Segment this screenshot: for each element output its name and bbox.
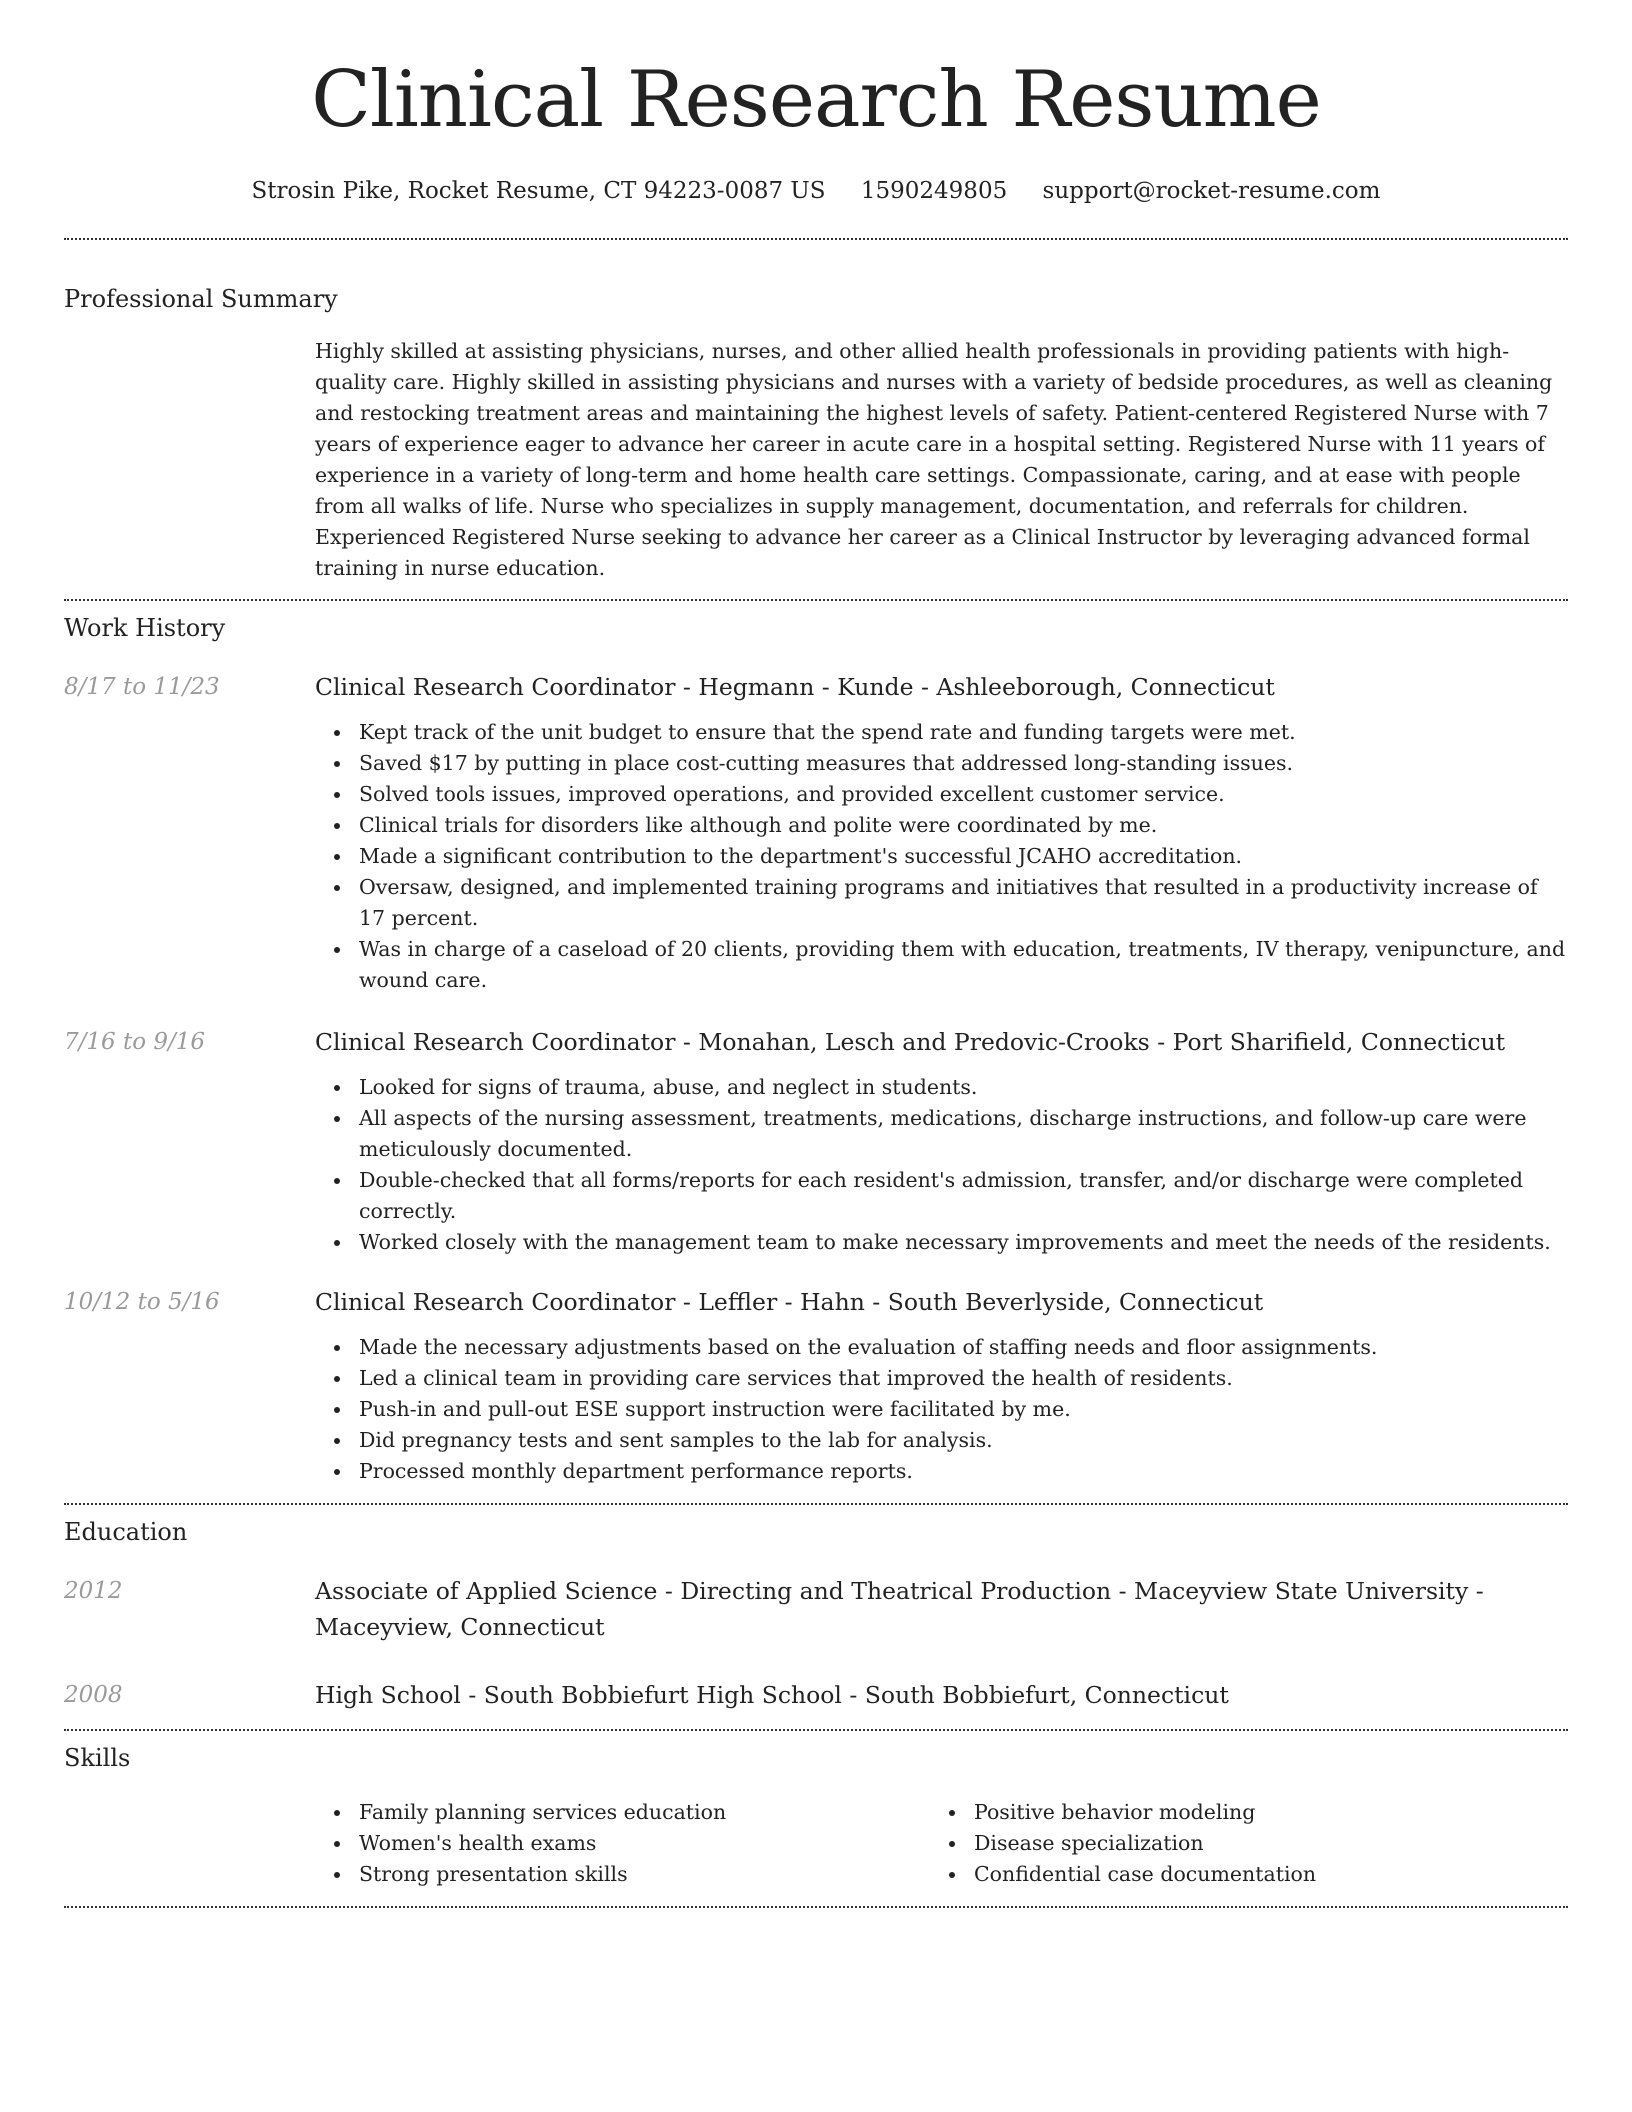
job-entry bbox=[64, 1284, 1568, 1487]
job-title: Clinical Research Coordinator - Monahan, Lesch and Predovic-Crooks - Port Sharifield, Connecticut bbox=[315, 1028, 1506, 1056]
skill-item: Strong presentation skills bbox=[359, 1859, 930, 1890]
skill-item: Family planning services education bbox=[359, 1797, 930, 1828]
job-duties-list bbox=[315, 1072, 1568, 1258]
resume-page bbox=[64, 0, 1568, 1908]
list-item: Saved $17 by putting in place cost-cutting measures that addressed long-standing issues. bbox=[359, 748, 1568, 779]
list-item: Clinical trials for disorders like although and polite were coordinated by me. bbox=[359, 810, 1568, 841]
list-item: Solved tools issues, improved operations, and provided excellent customer service. bbox=[359, 779, 1568, 810]
skills-heading: Skills bbox=[64, 1744, 131, 1772]
summary-text: Highly skilled at assisting physicians, nurses, and other allied health professionals in providing patients with high-quality care. Highly skilled in assisting physicians and nurses with a variety of bedside procedures, as well as cleaning and restocking treatment areas and maintaining the highest levels of safety. Patient-centered Registered Nurse with 7 years of experience eager to advance her career in acute care in a hospital setting. Registered Nurse with 11 years of experience in a variety of long-term and home health care settings. Compassionate, caring, and at ease with people from all walks of life. Nurse who specializes in supply management, documentation, and referrals for children. Experienced Registered Nurse seeking to advance her career as a Clinical Instructor by leveraging advanced formal training in nurse education. bbox=[315, 339, 1553, 580]
list-item: Led a clinical team in providing care services that improved the health of residents. bbox=[359, 1363, 1568, 1394]
list-item: All aspects of the nursing assessment, treatments, medications, discharge instructions, and follow-up care were meticulously documented. bbox=[359, 1103, 1568, 1165]
section-divider bbox=[64, 599, 1568, 601]
work-history-heading: Work History bbox=[64, 614, 226, 642]
job-dates: 8/17 to 11/23 bbox=[64, 674, 220, 700]
skills-list bbox=[315, 1797, 1568, 1890]
list-item: Processed monthly department performance reports. bbox=[359, 1456, 1568, 1487]
list-item: Made a significant contribution to the department's successful JCAHO accreditation. bbox=[359, 841, 1568, 872]
skill-item: Women's health exams bbox=[359, 1828, 930, 1859]
education-title: High School - South Bobbiefurt High School - South Bobbiefurt, Connecticut bbox=[315, 1681, 1229, 1709]
section-divider bbox=[64, 1729, 1568, 1731]
section-divider bbox=[64, 1503, 1568, 1505]
list-item: Did pregnancy tests and sent samples to the lab for analysis. bbox=[359, 1425, 1568, 1456]
job-title: Clinical Research Coordinator - Leffler - Hahn - South Beverlyside, Connecticut bbox=[315, 1288, 1264, 1316]
skill-item: Disease specialization bbox=[974, 1828, 1545, 1859]
list-item: Made the necessary adjustments based on the evaluation of staffing needs and floor assignments. bbox=[359, 1332, 1568, 1363]
job-title: Clinical Research Coordinator - Hegmann - Kunde - Ashleeborough, Connecticut bbox=[315, 673, 1275, 701]
job-entry bbox=[64, 669, 1568, 996]
education-entry bbox=[64, 1573, 1568, 1645]
list-item: Double-checked that all forms/reports for each resident's admission, transfer, and/or discharge were completed correctly. bbox=[359, 1165, 1568, 1227]
list-item: Looked for signs of trauma, abuse, and neglect in students. bbox=[359, 1072, 1568, 1103]
skills-column-left bbox=[315, 1797, 930, 1890]
contact-email: support@rocket-resume.com bbox=[1042, 178, 1381, 204]
list-item: Oversaw, designed, and implemented training programs and initiatives that resulted in a productivity increase of 17 percent. bbox=[359, 872, 1568, 934]
list-item: Kept track of the unit budget to ensure that the spend rate and funding targets were met. bbox=[359, 717, 1568, 748]
contact-address: Strosin Pike, Rocket Resume, CT 94223-0087 US bbox=[251, 178, 826, 204]
list-item: Was in charge of a caseload of 20 clients, providing them with education, treatments, IV therapy, venipuncture, and wound care. bbox=[359, 934, 1568, 996]
contact-line bbox=[64, 176, 1568, 206]
contact-phone: 1590249805 bbox=[860, 178, 1008, 204]
education-year: 2012 bbox=[64, 1578, 123, 1604]
job-duties-list bbox=[315, 717, 1568, 996]
education-entry bbox=[64, 1677, 1568, 1713]
skills-column-right bbox=[930, 1797, 1545, 1890]
job-dates: 10/12 to 5/16 bbox=[64, 1289, 220, 1315]
education-title: Associate of Applied Science - Directing and Theatrical Production - Maceyview State University - Maceyview, Connecticut bbox=[315, 1577, 1484, 1641]
education-heading: Education bbox=[64, 1518, 188, 1546]
section-divider bbox=[64, 1906, 1568, 1908]
skill-item: Confidential case documentation bbox=[974, 1859, 1545, 1890]
education-year: 2008 bbox=[64, 1682, 123, 1708]
summary-heading: Professional Summary bbox=[64, 285, 338, 313]
job-dates: 7/16 to 9/16 bbox=[64, 1029, 206, 1055]
job-entry bbox=[64, 1024, 1568, 1258]
list-item: Push-in and pull-out ESE support instruction were facilitated by me. bbox=[359, 1394, 1568, 1425]
job-duties-list bbox=[315, 1332, 1568, 1487]
resume-title: Clinical Research Resume bbox=[311, 55, 1321, 145]
list-item: Worked closely with the management team to make necessary improvements and meet the needs of the residents. bbox=[359, 1227, 1568, 1258]
skill-item: Positive behavior modeling bbox=[974, 1797, 1545, 1828]
section-divider bbox=[64, 238, 1568, 240]
